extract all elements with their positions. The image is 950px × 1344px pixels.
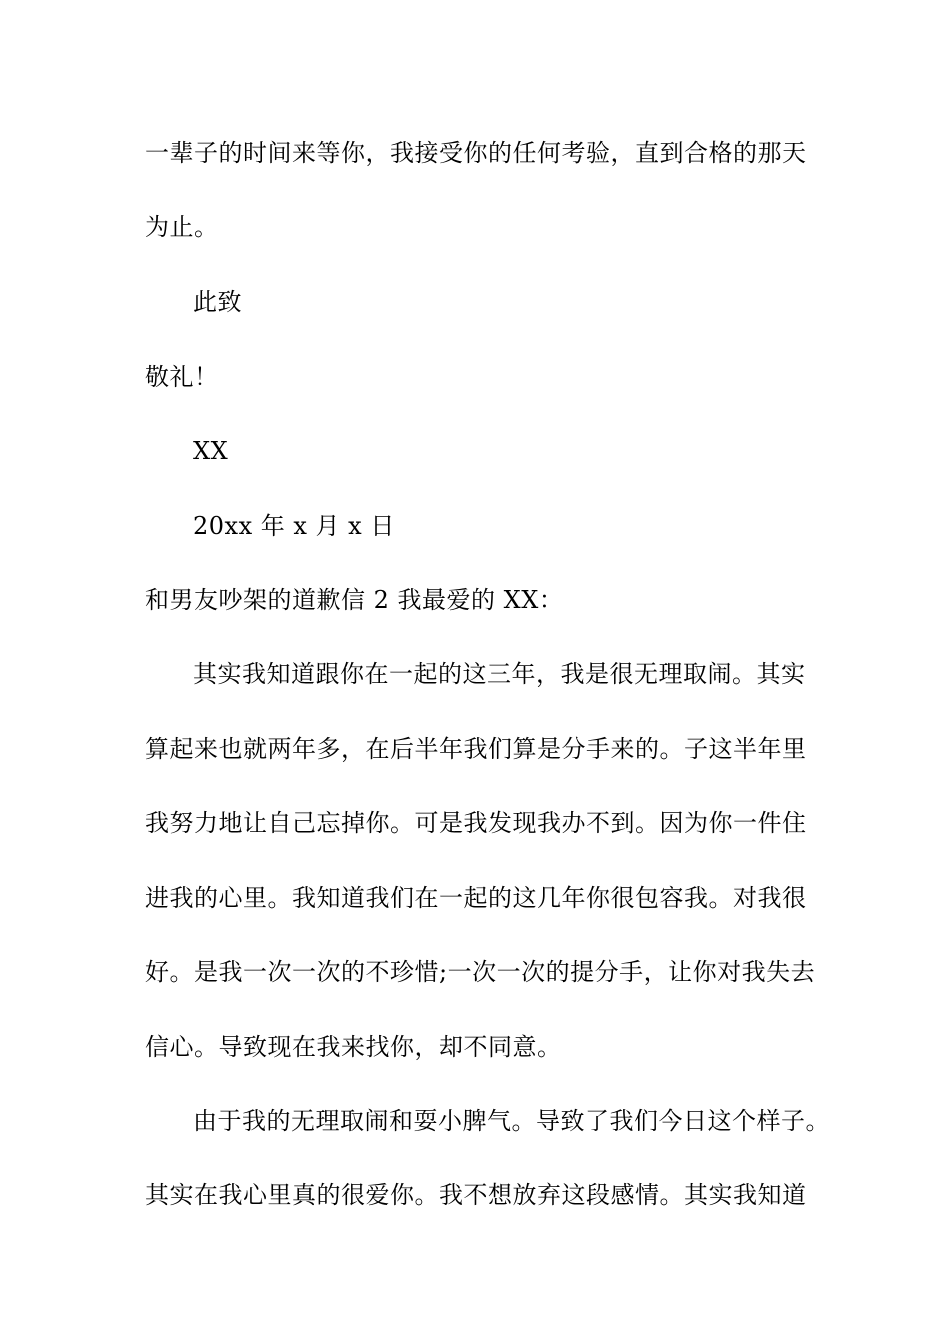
text-line: 由于我的无理取闹和耍小脾气。导致了我们今日这个样子。 (193, 1107, 830, 1135)
text-line: 一辈子的时间来等你，我接受你的任何考验，直到合格的那天 (145, 139, 807, 167)
text-line: 为止。 (145, 213, 219, 241)
signature-name: XX (193, 437, 229, 465)
text-line: 好。是我一次一次的不珍惜;一次一次的提分手，让你对我失去 (145, 958, 816, 986)
text-line: 我努力地让自己忘掉你。可是我发现我办不到。因为你一件住 (145, 809, 807, 837)
text-line: 其实在我心里真的很爱你。我不想放弃这段感情。其实我知道 (145, 1181, 807, 1209)
section-heading: 和男友吵架的道歉信 2 我最爱的 XX： (145, 586, 564, 614)
signature-date: 20xx 年 x 月 x 日 (193, 512, 395, 540)
salutation-line: 此致 (193, 288, 242, 316)
text-line: 算起来也就两年多，在后半年我们算是分手来的。子这半年里 (145, 735, 807, 763)
closing-line: 敬礼！ (145, 363, 219, 391)
text-line: 进我的心里。我知道我们在一起的这几年你很包容我。对我很 (145, 884, 807, 912)
text-line: 信心。导致现在我来找你，却不同意。 (145, 1033, 562, 1061)
text-line: 其实我知道跟你在一起的这三年，我是很无理取闹。其实 (193, 660, 806, 688)
